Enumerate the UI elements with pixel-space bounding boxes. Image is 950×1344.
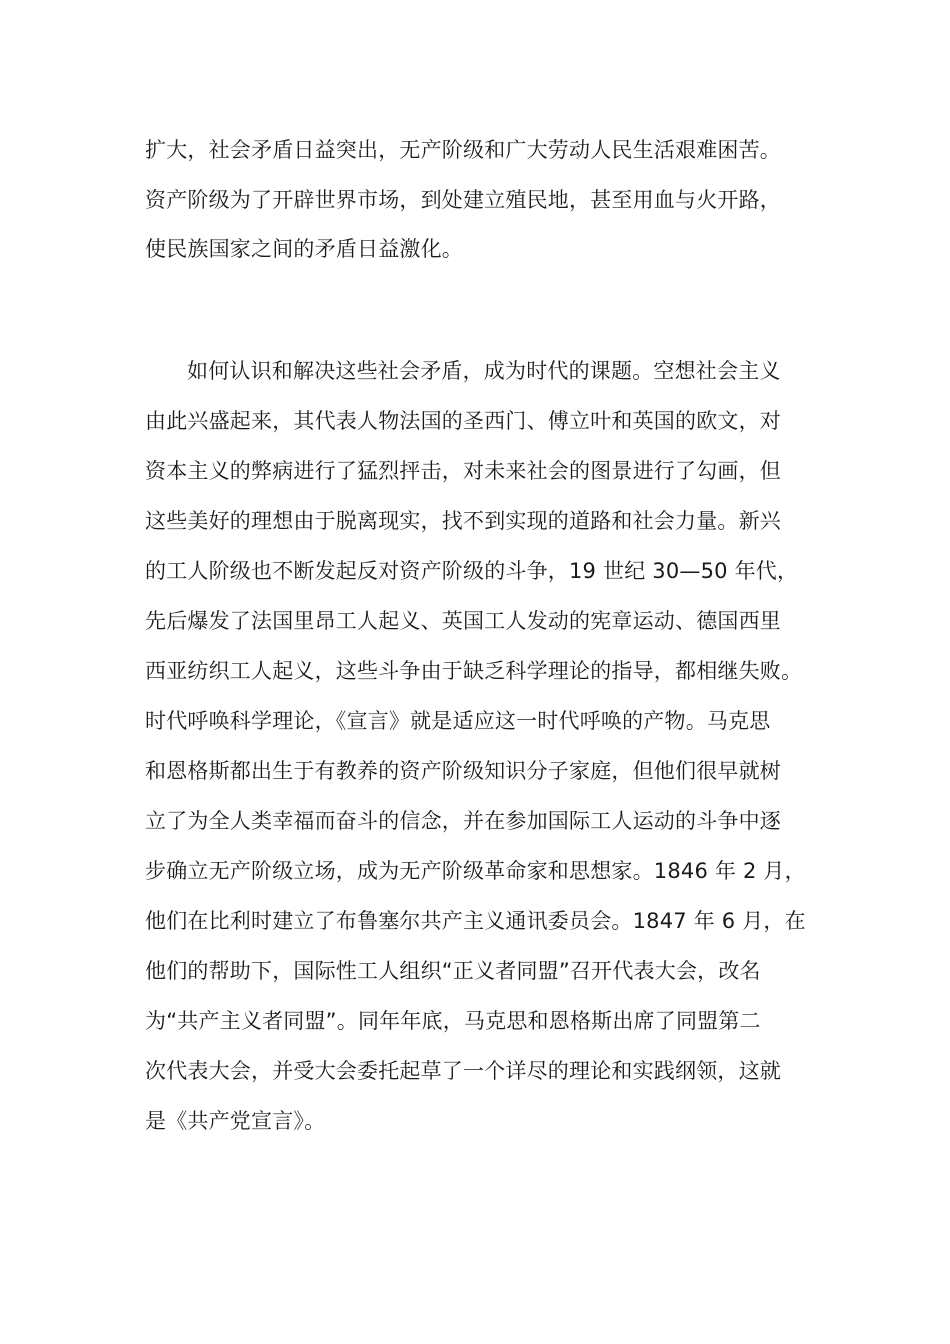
paragraph-2-line-16: 是《共产党宣言》。 (145, 1109, 326, 1133)
paragraph-2-line-8: 时代呼唤科学理论，《宣言》就是适应这一时代呼唤的产物。马克思 (145, 709, 771, 733)
paragraph-2-line-1: 如何认识和解决这些社会矛盾，成为时代的课题。空想社会主义 (187, 359, 781, 383)
paragraph-2-line-5: 的工人阶级也不断发起反对资产阶级的斗争，19 世纪 30—50 年代， (145, 559, 799, 583)
paragraph-1-line-2: 资产阶级为了开辟世界市场，到处建立殖民地，甚至用血与火开路， (145, 188, 781, 212)
paragraph-2-line-11: 步确立无产阶级立场，成为无产阶级革命家和思想家。1846 年 2 月， (145, 859, 806, 883)
paragraph-2-line-10: 立了为全人类幸福而奋斗的信念，并在参加国际工人运动的斗争中逐 (145, 809, 781, 833)
paragraph-2-line-15: 次代表大会，并受大会委托起草了一个详尽的理论和实践纲领，这就 (145, 1059, 781, 1083)
paragraph-2-line-4: 这些美好的理想由于脱离现实，找不到实现的道路和社会力量。新兴 (145, 509, 781, 533)
paragraph-2-line-7: 西亚纺织工人起义，这些斗争由于缺乏科学理论的指导，都相继失败。 (145, 659, 803, 683)
paragraph-2-line-14: 为“共产主义者同盟”。同年年底，马克思和恩格斯出席了同盟第二 (145, 1009, 761, 1033)
paragraph-1-line-3: 使民族国家之间的矛盾日益激化。 (145, 237, 463, 261)
paragraph-2-line-13: 他们的帮助下，国际性工人组织“正义者同盟”召开代表大会，改名 (145, 959, 761, 983)
paragraph-2-line-2: 由此兴盛起来，其代表人物法国的圣西门、傅立叶和英国的欧文，对 (145, 409, 781, 433)
paragraph-2-line-12: 他们在比利时建立了布鲁塞尔共产主义通讯委员会。1847 年 6 月，在 (145, 909, 806, 933)
paragraph-2-line-6: 先后爆发了法国里昂工人起义、英国工人发动的宪章运动、德国西里 (145, 609, 781, 633)
paragraph-2-line-3: 资本主义的弊病进行了猛烈抨击，对未来社会的图景进行了勾画，但 (145, 459, 781, 483)
paragraph-1-line-1: 扩大，社会矛盾日益突出，无产阶级和广大劳动人民生活艰难困苦。 (145, 138, 781, 162)
paragraph-2-line-9: 和恩格斯都出生于有教养的资产阶级知识分子家庭，但他们很早就树 (145, 759, 781, 783)
